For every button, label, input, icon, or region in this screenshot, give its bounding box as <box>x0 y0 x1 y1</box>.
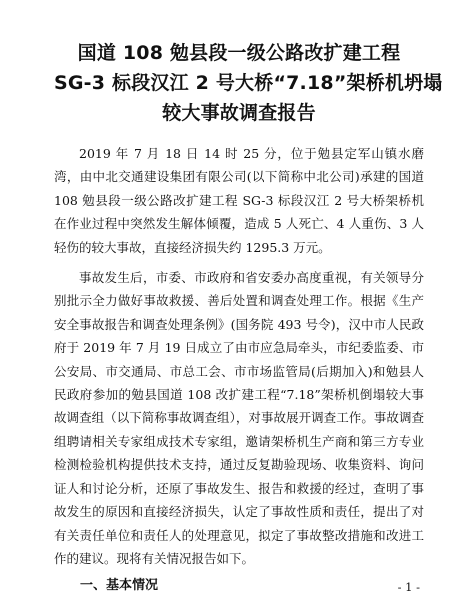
report-title <box>54 38 443 128</box>
title-line-3: 较大事故调查报告 <box>162 102 316 124</box>
title-line-2: SG-3 标段汉江 2 号大桥“7.18”架桥机坍塌 <box>54 72 443 94</box>
section-heading: 一、基本情况 <box>80 578 159 594</box>
investigation-paragraph: 事故发生后，市委、市政府和省安委办高度重视，有关领导分别批示全力做好事故救援、善后处置和调查处理工作。根据《生产安全事故报告和调查处理条例》(国务院 493 号令)，汉中市人民政府于 2019 年 7 月 19 日成立了由市应急局牵头，市纪委监委、市公安局、市交通局、市总工会、市市场监管局(后期加入)和勉县人民政府参加的勉县国道 108 改扩建工程“7.18”架桥机倒塌较大事故调查组（以下简称事故调查组），对事故展开调查工作。事故调查组聘请相关专家组成技术专家组，邀请架桥机生产商和第三方专业检测检验机构提供技术支持，通过反复勘验现场、收集资料、询问证人和讨论分析，还原了事故发生、报告和救援的经过，查明了事故发生的原因和直接经济损失，认定了事故性质和责任，提出了对有关责任单位和责任人的处理意见，拟定了事故整改措施和改进工作的建议。现将有关情况报告如下。 <box>54 270 424 566</box>
page-number: - 1 - <box>397 580 420 594</box>
intro-paragraph: 2019 年 7 月 18 日 14 时 25 分，位于勉县定军山镇水磨湾，由中北交通建设集团有限公司(以下简称中北公司)承建的国道 108 勉县段一级公路改扩建工程 SG-3 标段汉江 2 号大桥架桥机在作业过程中突然发生解体倾覆，造成 5 人死亡、4 人重伤、3 人轻伤的较大事故，直接经济损失约 1295.3 万元。 <box>54 146 424 255</box>
title-line-1: 国道 108 勉县段一级公路改扩建工程 <box>77 42 401 64</box>
